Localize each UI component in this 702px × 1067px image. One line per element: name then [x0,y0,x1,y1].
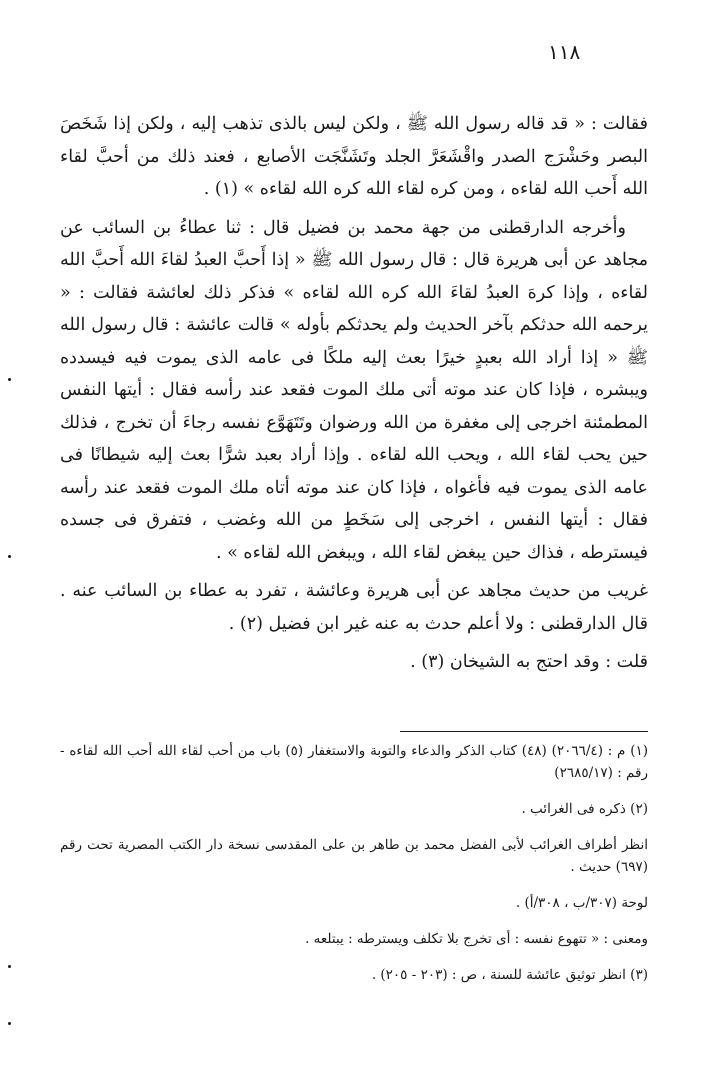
footnote-2: (٢) ذكره فى الغرائب . [521,801,648,817]
paragraph-aisha-reply: فقالت : « قد قاله رسول الله ﷺ ، ولكن ليس بالذى تذهب إليه ، ولكن إذا شَخَصَ البصر وحَشْرَج الصدر واقْشَعَرَّ الجلد وتَشَنَّجَت الأصابع ، فعند ذلك من أحبَّ لقاء الله أَحب الله لقاءه ، ومن كره لقاء الله كره الله لقاءه » (١) . [60,114,648,199]
footnote-2-meaning: ومعنى : « تتهوع نفسه : أى تخرج بلا تكلف ويسترطه : يبتلعه . [305,931,648,947]
paragraph-gharib-note: غريب من حديث مجاهد عن أبى هريرة وعائشة ، تفرد به عطاء بن السائب عنه . قال الدارقطنى : ولا أعلم حدث به عنه غير ابن فضيل (٢) . [60,581,648,634]
main-text [60,108,648,685]
scan-speck [8,378,11,381]
footnotes [60,740,648,1000]
footnote-2-source: انظر أطراف الغرائب لأبى الفضل محمد بن طاهر بن على المقدسى نسخة دار الكتب المصرية تحت رقم (٦٩٧) حديث . [60,837,648,875]
scan-speck [8,1022,11,1025]
footnote-2-folio: لوحة (٣٠٧/ب ، ٣٠٨/أ) . [515,895,648,911]
page-number: ١١٨ [548,40,581,64]
scan-speck [8,965,11,968]
footnote-3: (٣) انظر توثيق عائشة للسنة ، ص : (٢٠٣ - ٢٠٥) . [371,967,648,983]
paragraph-author-comment: قلت : وقد احتج به الشيخان (٣) . [410,652,648,672]
footnote-separator [400,731,648,732]
paragraph-daraqutni-narration: وأخرجه الدارقطنى من جهة محمد بن فضيل قال : ثنا عطاءُ بن السائب عن مجاهد عن أبى هريرة قال : قال رسول الله ﷺ « إذا أَحبَّ العبدُ لقاءَ الله أَحبَّ الله لقاءه ، وإذا كرهَ العبدُ لقاءَ الله كره الله لقاءه » فذكر ذلك لعائشة فقالت : « يرحمه الله حدثكم بآخر الحديث ولم يحدثكم بأوله » قالت عائشة : قال رسول الله ﷺ « إذا أراد الله بعبدٍ خيرًا بعث إليه ملكًا فى عامه الذى يموت فيه فيسدده ويبشره ، فإذا كان عند موته أتى ملك الموت فقعد عند رأسه فقال : أيتها النفس المطمئنة اخرجى إلى مغفرة من الله ورضوان وتَتَهَوَّع نفسه رجاءَ أن تخرج ، فذلك حين يحب لقاء الله ، ويحب الله لقاءه . وإذا أراد بعبد شرًّا بعث إليه شيطانًا فى عامه الذى يموت فيه فأغواه ، فإذا كان عند موته أتاه ملك الموت فقعد عند رأسه فقال : أيتها النفس ، اخرجى إلى سَخَطٍ من الله وغضب ، فتفرق فى جسده فيسترطه ، فذاك حين يبغض لقاء الله ، ويبغض الله لقاءه » . [60,217,648,563]
footnote-1: (١) م : (٢٠٦٦/٤) (٤٨) كتاب الذكر والدعاء والتوبة والاستغفار (٥) باب من أحب لقاء الله أحب الله لقاءه - رقم : (٢٦٨٥/١٧) [60,743,649,781]
scan-speck [8,555,11,558]
